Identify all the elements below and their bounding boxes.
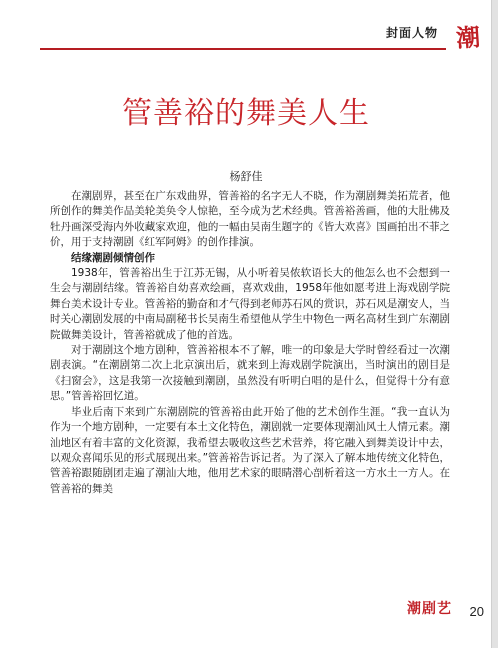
article-paragraph: 1938年，管善裕出生于江苏无锡，从小听着吴侬软语长大的他怎么也不会想到一生会与潮剧结缘。管善裕自幼喜欢绘画，喜欢戏曲，1958年他如愿考进上海戏剧学院舞台美术设计专业。管善裕的勤奋和才气得到老师苏石风的赏识，苏石风是潮安人，当时关心潮剧发展的中南局副秘书长吴南生希望他从学生中物色一两名高材生到广东潮剧院做舞美设计，管善裕就成了他的首选。 (50, 267, 450, 341)
section-label: 封面人物 (385, 26, 438, 40)
article-title: 管善裕的舞美人生 (122, 96, 370, 131)
page-header (40, 20, 484, 53)
page-edge (491, 0, 498, 648)
article-body (50, 189, 450, 497)
article-paragraph: 毕业后南下来到广东潮剧院的管善裕由此开始了他的艺术创作生涯。“我一直认为作为一个地方剧种，一定要有本土文化特色，潮剧就一定要体现潮汕风土人情元素。潮汕地区有着丰富的文化资源，我希望去吸收这些艺术营养，将它融入到舞美设计中去，以观众喜闻乐见的形式展现出来。”管善裕告诉记者。为了深入了解本地传统文化特色，管善裕跟随剧团走遍了潮汕大地，他用艺术家的眼睛潜心剖析着这一方水土一方人。在管善裕的舞美 (50, 405, 450, 495)
article-subheading: 结缘潮剧倾情创作 (71, 251, 155, 264)
page-number: 20 (469, 604, 484, 619)
article-paragraph: 在潮剧界，甚至在广东戏曲界，管善裕的名字无人不晓，作为潮剧舞美拓荒者，他所创作的舞美作品美轮美奂令人惊艳，至今成为艺术经典。管善裕善画，他的大肚佛及牡丹画深受海内外收藏家欢迎，他的一幅由吴南生题字的《皆大欢喜》国画拍出不菲之价，用于支持潮剧《红军阿姆》的创作排演。 (50, 190, 450, 249)
header-rule (40, 48, 446, 50)
section-mark-logo: 潮 (455, 22, 482, 53)
magazine-logo: 潮剧艺 (407, 601, 452, 617)
article-author: 杨舒佳 (229, 170, 263, 183)
article-paragraph: 对于潮剧这个地方剧种，管善裕根本不了解，唯一的印象是大学时曾经看过一次潮剧表演。“在潮剧第二次上北京演出后，就来到上海戏剧学院演出，当时演出的剧目是《扫窗会》，这是我第一次接触到潮剧，虽然没有听明白唱的是什么，但觉得十分有意思。”管善裕回忆道。 (50, 344, 450, 403)
